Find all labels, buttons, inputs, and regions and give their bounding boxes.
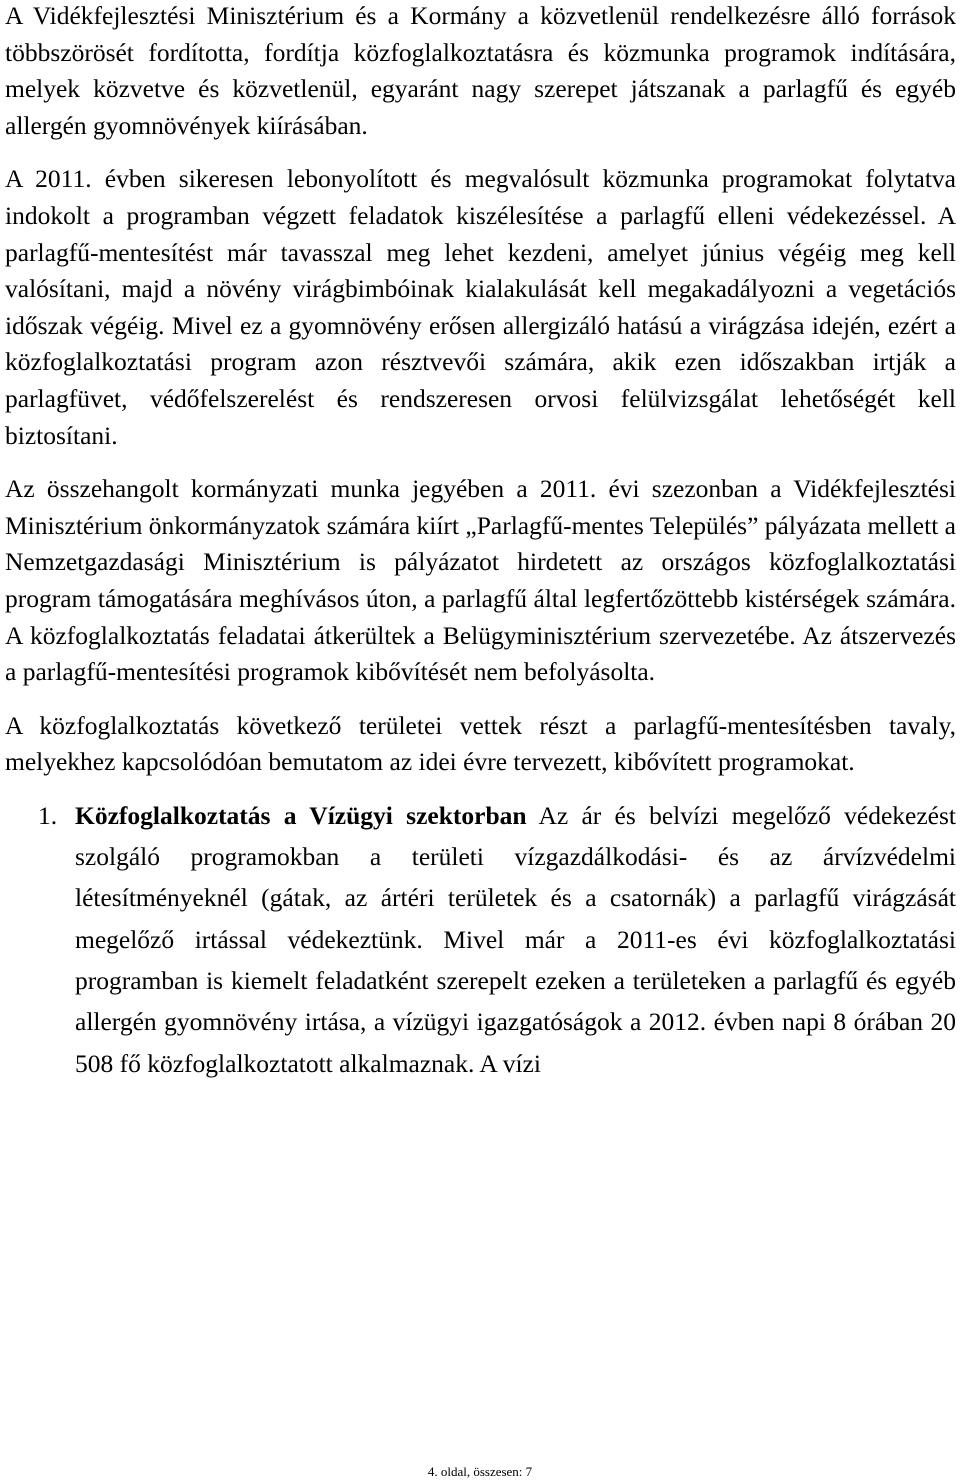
list-item-text: Az ár és belvízi megelőző védekezést szolgáló programokban a területi vízgazdálkodási- és az árvízvédelmi létesítményeknél (gátak, az ártéri területek és a csatornák) a parlagfű virágzását megelőző irtással védekeztünk. Mivel már a 2011-es évi közfoglalkoztatási programban is kiemelt feladatként szerepelt ezeken a területeken a parlagfű és egyéb allergén gyomnövény irtása, a vízügyi igazgatóságok a 2012. évben napi 8 órában 20 508 fő közfoglalkoztatott alkalmaznak. A vízi: [75, 800, 956, 1078]
page-footer: 4. oldal, összesen: 7: [427, 1464, 533, 1479]
numbered-list: [5, 795, 956, 1084]
list-item-number: 1.: [38, 800, 58, 830]
paragraph-coordinated-work: Az összehangolt kormányzati munka jegyében a 2011. évi szezonban a Vidékfejlesztési Minisztérium önkormányzatok számára kiírt „Parlagfű-mentes Település” pályázata mellett a Nemzetgazdasági Minisztérium is pályázatot hirdetett az országos közfoglalkoztatási program támogatására meghívásos úton, a parlagfű által legfertőzöttebb kistérségek számára. A közfoglalkoztatás feladatai átkerültek a Belügyminisztérium szervezetébe. Az átszervezés a parlagfű-mentesítési programok kibővítését nem befolyásolta.: [5, 474, 956, 687]
paragraph-public-work-areas: A közfoglalkoztatás következő területei vettek részt a parlagfű-mentesítésben tavaly, melyekhez kapcsolódóan bemutatom az idei évre tervezett, kibővített programokat.: [5, 710, 956, 777]
list-item-heading: Közfoglalkoztatás a Vízügyi szektorban: [75, 800, 527, 830]
document-page: [5, 0, 956, 1084]
list-item: [75, 795, 956, 1084]
paragraph-intro: A Vidékfejlesztési Minisztérium és a Kormány a közvetlenül rendelkezésre álló források többszörösét fordította, fordítja közfoglalkoztatásra és közmunka programok indítására, melyek közvetve és közvetlenül, egyaránt nagy szerepet játszanak a parlagfű és egyéb allergén gyomnövények kiírásában.: [5, 1, 956, 140]
paragraph-2011-programs: A 2011. évben sikeresen lebonyolított és megvalósult közmunka programokat folytatva indokolt a programban végzett feladatok kiszélesítése a parlagfű elleni védekezéssel. A parlagfű-mentesítést már tavasszal meg lehet kezdeni, amelyet június végéig meg kell valósítani, majd a növény virágbimbóinak kialakulását kell megakadályozni a vegetációs időszak végéig. Mivel ez a gyomnövény erősen allergizáló hatású a virágzása idején, ezért a közfoglalkoztatási program azon résztvevői számára, akik ezen időszakban irtják a parlagfüvet, védőfelszerelést és rendszeresen orvosi felülvizsgálat lehetőségét kell biztosítani.: [5, 164, 956, 450]
